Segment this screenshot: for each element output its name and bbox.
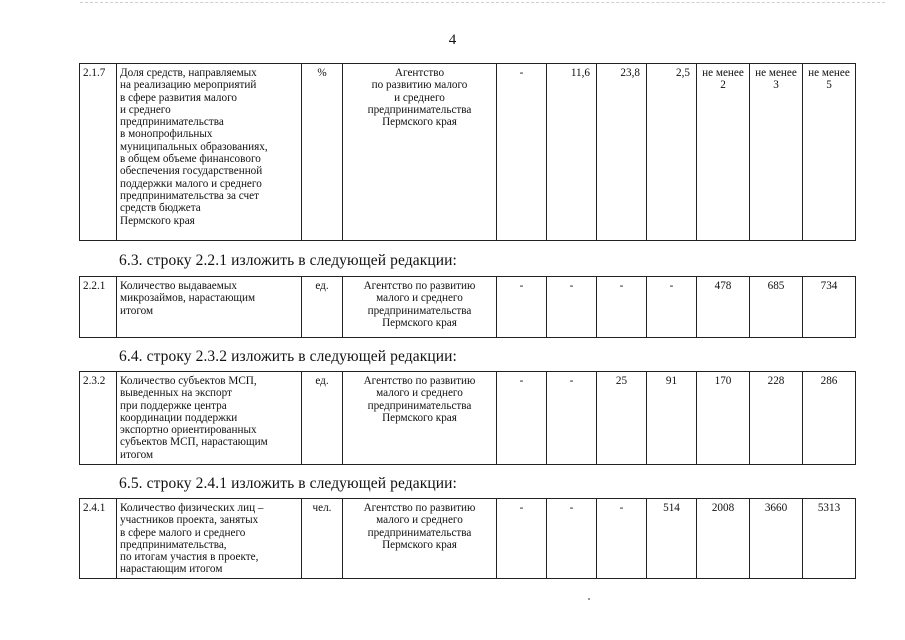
org-line: предпринимательства (367, 399, 472, 412)
name-line: и среднего (120, 103, 171, 116)
value-cell: - (597, 499, 647, 579)
value-cell: 25 (597, 372, 647, 465)
value-cell: 286 (803, 372, 856, 465)
value-cell: 91 (647, 372, 697, 465)
table-row (80, 499, 856, 579)
table-row-2-4-1 (79, 498, 856, 579)
name-line: в общем объеме финансового (120, 153, 261, 166)
value-cell: 685 (750, 277, 803, 338)
scan-top-edge (80, 2, 885, 3)
unit-cell: чел. (302, 499, 343, 579)
table-row-2-2-1 (79, 276, 856, 338)
responsible-org (343, 372, 497, 465)
value-cell: 23,8 (597, 64, 647, 241)
value-cell: не менее 5 (803, 64, 856, 241)
name-line: в сфере развития малого (120, 91, 237, 104)
value-cell: - (547, 372, 597, 465)
org-line: малого и среднего (376, 292, 463, 305)
value-cell: 228 (750, 372, 803, 465)
value-cell: - (547, 499, 597, 579)
name-line: на реализацию мероприятий (120, 79, 257, 92)
responsible-org (343, 64, 497, 241)
org-line: Пермского края (382, 316, 457, 329)
org-line: Пермского края (382, 116, 457, 129)
name-line: итогом (120, 304, 154, 317)
name-line: предпринимательства, (120, 538, 227, 551)
org-line: по развитию малого (371, 79, 468, 92)
value-cell: 5313 (803, 499, 856, 579)
value-cell: - (647, 277, 697, 338)
org-line: Агентство по развитию (363, 502, 476, 514)
org-line: Агентство (394, 67, 445, 79)
table-row (80, 372, 856, 465)
name-line: микрозаймов, нарастающим (120, 292, 256, 305)
org-line: Пермского края (382, 411, 457, 424)
value-cell: не менее 3 (750, 64, 803, 241)
name-line: муниципальных образованиях, (120, 140, 268, 153)
value-cell: 478 (697, 277, 750, 338)
table-row (80, 277, 856, 338)
indicator-name (117, 277, 302, 338)
indicator-name (117, 372, 302, 465)
responsible-org (343, 277, 497, 338)
value-cell: 514 (647, 499, 697, 579)
name-line: субъектов МСП, нарастающим (120, 436, 268, 449)
name-line: Количество выдаваемых (120, 280, 237, 292)
section-heading: 6.5. строку 2.4.1 изложить в следующей редакции: (119, 475, 457, 492)
org-line: и среднего (394, 91, 445, 104)
row-code: 2.2.1 (80, 277, 117, 338)
scan-speck (588, 598, 590, 600)
name-line: предпринимательства (120, 116, 224, 129)
row-code: 2.3.2 (80, 372, 117, 465)
org-line: предпринимательства (367, 103, 472, 116)
name-line: обеспечения государственной (120, 165, 263, 178)
value-cell: - (547, 277, 597, 338)
name-line: Пермского края (120, 214, 195, 227)
row-code: 2.1.7 (80, 64, 117, 241)
org-line: предпринимательства (367, 304, 472, 317)
value-cell: 170 (697, 372, 750, 465)
unit-cell: ед. (302, 372, 343, 465)
name-line: итогом (120, 448, 154, 461)
indicator-name (117, 64, 302, 241)
table-row-2-3-2 (79, 371, 856, 465)
name-line: Количество субъектов МСП, (120, 375, 257, 387)
value-cell: 2008 (697, 499, 750, 579)
name-line: в сфере малого и среднего (120, 526, 246, 539)
org-line: малого и среднего (376, 514, 463, 527)
section-heading: 6.4. строку 2.3.2 изложить в следующей редакции: (119, 348, 457, 365)
name-line: экспортно ориентированных (120, 424, 257, 437)
name-line: средств бюджета (120, 202, 201, 215)
value-cell: - (497, 372, 547, 465)
table-row-2-1-7 (79, 63, 856, 241)
name-line: при поддержке центра (120, 399, 227, 412)
name-line: Количество физических лиц – (120, 502, 264, 514)
value-cell: - (597, 277, 647, 338)
value-cell: - (497, 499, 547, 579)
row-code: 2.4.1 (80, 499, 117, 579)
org-line: Пермского края (382, 538, 457, 551)
name-line: поддержки малого и среднего (120, 177, 262, 190)
unit-cell: ед. (302, 277, 343, 338)
name-line: предпринимательства за счет (120, 189, 260, 202)
value-cell: 11,6 (547, 64, 597, 241)
org-line: малого и среднего (376, 387, 463, 400)
org-line: Агентство по развитию (363, 280, 476, 292)
name-line: по итогам участия в проекте, (120, 551, 259, 564)
name-line: нарастающим итогом (120, 563, 223, 576)
value-cell: - (497, 277, 547, 338)
value-cell: 734 (803, 277, 856, 338)
org-line: Агентство по развитию (363, 375, 476, 387)
page-number: 4 (448, 32, 457, 48)
name-line: координации поддержки (120, 411, 238, 424)
indicator-name (117, 499, 302, 579)
table-row (80, 64, 856, 241)
unit-cell: % (302, 64, 343, 241)
name-line: в монопрофильных (120, 128, 213, 141)
name-line: выведенных на экспорт (120, 387, 232, 400)
name-line: участников проекта, занятых (120, 514, 259, 527)
org-line: предпринимательства (367, 526, 472, 539)
value-cell: - (497, 64, 547, 241)
name-line: Доля средств, направляемых (120, 67, 257, 79)
value-cell: 3660 (750, 499, 803, 579)
section-heading: 6.3. строку 2.2.1 изложить в следующей редакции: (119, 252, 457, 269)
responsible-org (343, 499, 497, 579)
value-cell: не менее 2 (697, 64, 750, 241)
value-cell: 2,5 (647, 64, 697, 241)
